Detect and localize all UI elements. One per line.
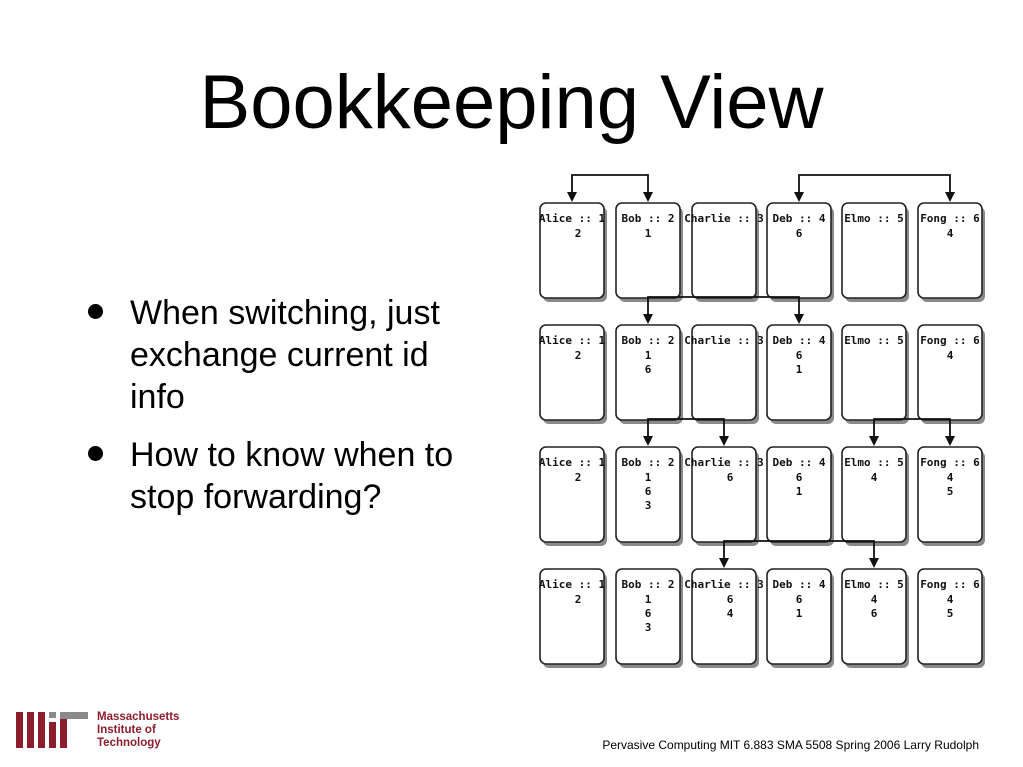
forward-arrow [567,175,653,202]
card-list-value: 5 [946,485,954,498]
bullet-item [88,292,508,418]
card-list-value: 1 [644,471,652,484]
logo-line: Institute of [97,724,156,736]
card-list-value: 4 [870,593,878,606]
card-header: Alice :: 1 [538,212,606,225]
card-header: Deb :: 4 [772,334,826,347]
person-card [539,203,607,302]
diagram-row [539,419,985,546]
person-card [616,569,683,668]
card-header: Elmo :: 5 [844,334,904,347]
card-header: Bob :: 2 [621,212,675,225]
person-card [918,325,985,424]
card-header: Fong :: 6 [920,456,980,469]
person-card [842,203,909,302]
card-list-value: 1 [644,593,652,606]
card-list-value: 6 [644,485,652,498]
card-list-value: 6 [795,227,803,240]
card-list-value: 4 [870,471,878,484]
card-header: Bob :: 2 [621,578,675,591]
diagram-row [539,297,985,424]
card-list-value: 5 [946,607,954,620]
arrowhead-icon [794,314,804,324]
bullet-dot-icon [88,446,103,461]
card-list-value: 6 [644,607,652,620]
person-card [616,447,683,546]
card-list-value: 1 [795,363,803,376]
bullet-dot-icon [88,304,103,319]
card-list-value: 6 [795,593,803,606]
card-list-value: 2 [574,227,582,240]
institution-name [97,711,179,750]
card-list-value: 4 [946,349,954,362]
bullet-list [88,292,508,534]
card-list-value: 6 [726,593,734,606]
person-card [684,325,763,424]
slide-title: Bookkeeping View [199,60,824,145]
person-card [918,203,985,302]
person-card [684,447,763,546]
card-header: Deb :: 4 [772,456,826,469]
arrowhead-icon [869,436,879,446]
card-header: Alice :: 1 [538,334,606,347]
person-card [684,203,763,302]
card-header: Charlie :: 3 [684,578,764,591]
card-header: Elmo :: 5 [844,212,904,225]
person-card [842,569,909,668]
person-card [539,569,607,668]
card-header: Deb :: 4 [772,578,826,591]
diagram-row [539,175,985,302]
card-header: Charlie :: 3 [684,456,764,469]
bullet-item [88,434,508,518]
person-card [539,447,607,546]
arrowhead-icon [643,436,653,446]
card-list-value: 4 [946,593,954,606]
arrowhead-icon [869,558,879,568]
card-header: Alice :: 1 [538,578,606,591]
forward-arrow [794,175,955,202]
card-list-value: 6 [870,607,878,620]
person-card [616,325,683,424]
diagram-row [539,541,985,668]
arrowhead-icon [945,436,955,446]
arrowhead-icon [794,192,804,202]
card-header: Fong :: 6 [920,334,980,347]
card-list-value: 3 [644,621,652,634]
card-list-value: 4 [946,471,954,484]
card-list-value: 6 [795,471,803,484]
card-list-value: 3 [644,499,652,512]
person-card [767,447,834,546]
arrowhead-icon [643,192,653,202]
person-card [767,569,834,668]
card-list-value: 6 [726,471,734,484]
card-list-value: 2 [574,471,582,484]
arrowhead-icon [567,192,577,202]
person-card [616,203,683,302]
card-header: Charlie :: 3 [684,334,764,347]
bookkeeping-diagram [520,165,995,685]
person-card [918,569,985,668]
person-card [684,569,763,668]
card-list-value: 4 [946,227,954,240]
card-list-value: 6 [644,363,652,376]
arrowhead-icon [719,558,729,568]
arrow-line [572,175,648,194]
card-header: Fong :: 6 [920,212,980,225]
card-list-value: 2 [574,349,582,362]
arrowhead-icon [643,314,653,324]
footer-credit: Pervasive Computing MIT 6.883 SMA 5508 Spring 2006 Larry Rudolph [602,738,979,752]
card-header: Bob :: 2 [621,334,675,347]
person-card [842,447,909,546]
card-header: Deb :: 4 [772,212,826,225]
person-card [918,447,985,546]
card-list-value: 1 [644,227,652,240]
person-card [539,325,607,424]
arrowhead-icon [719,436,729,446]
card-header: Elmo :: 5 [844,456,904,469]
card-header: Fong :: 6 [920,578,980,591]
bullet-text: How to know when to stop forwarding? [130,436,454,516]
logo-line: Technology [97,737,161,749]
card-list-value: 4 [726,607,734,620]
card-list-value: 2 [574,593,582,606]
card-header: Bob :: 2 [621,456,675,469]
arrow-line [799,175,950,194]
card-header: Alice :: 1 [538,456,606,469]
card-list-value: 6 [795,349,803,362]
card-list-value: 1 [644,349,652,362]
card-list-value: 1 [795,607,803,620]
person-card [842,325,909,424]
card-header: Charlie :: 3 [684,212,764,225]
card-header: Elmo :: 5 [844,578,904,591]
card-list-value: 1 [795,485,803,498]
mit-logo-icon [16,712,94,748]
person-card [767,325,834,424]
person-card [767,203,834,302]
logo-line: Massachusetts [97,711,180,723]
bullet-text: When switching, just exchange current id info [130,294,440,416]
arrowhead-icon [945,192,955,202]
